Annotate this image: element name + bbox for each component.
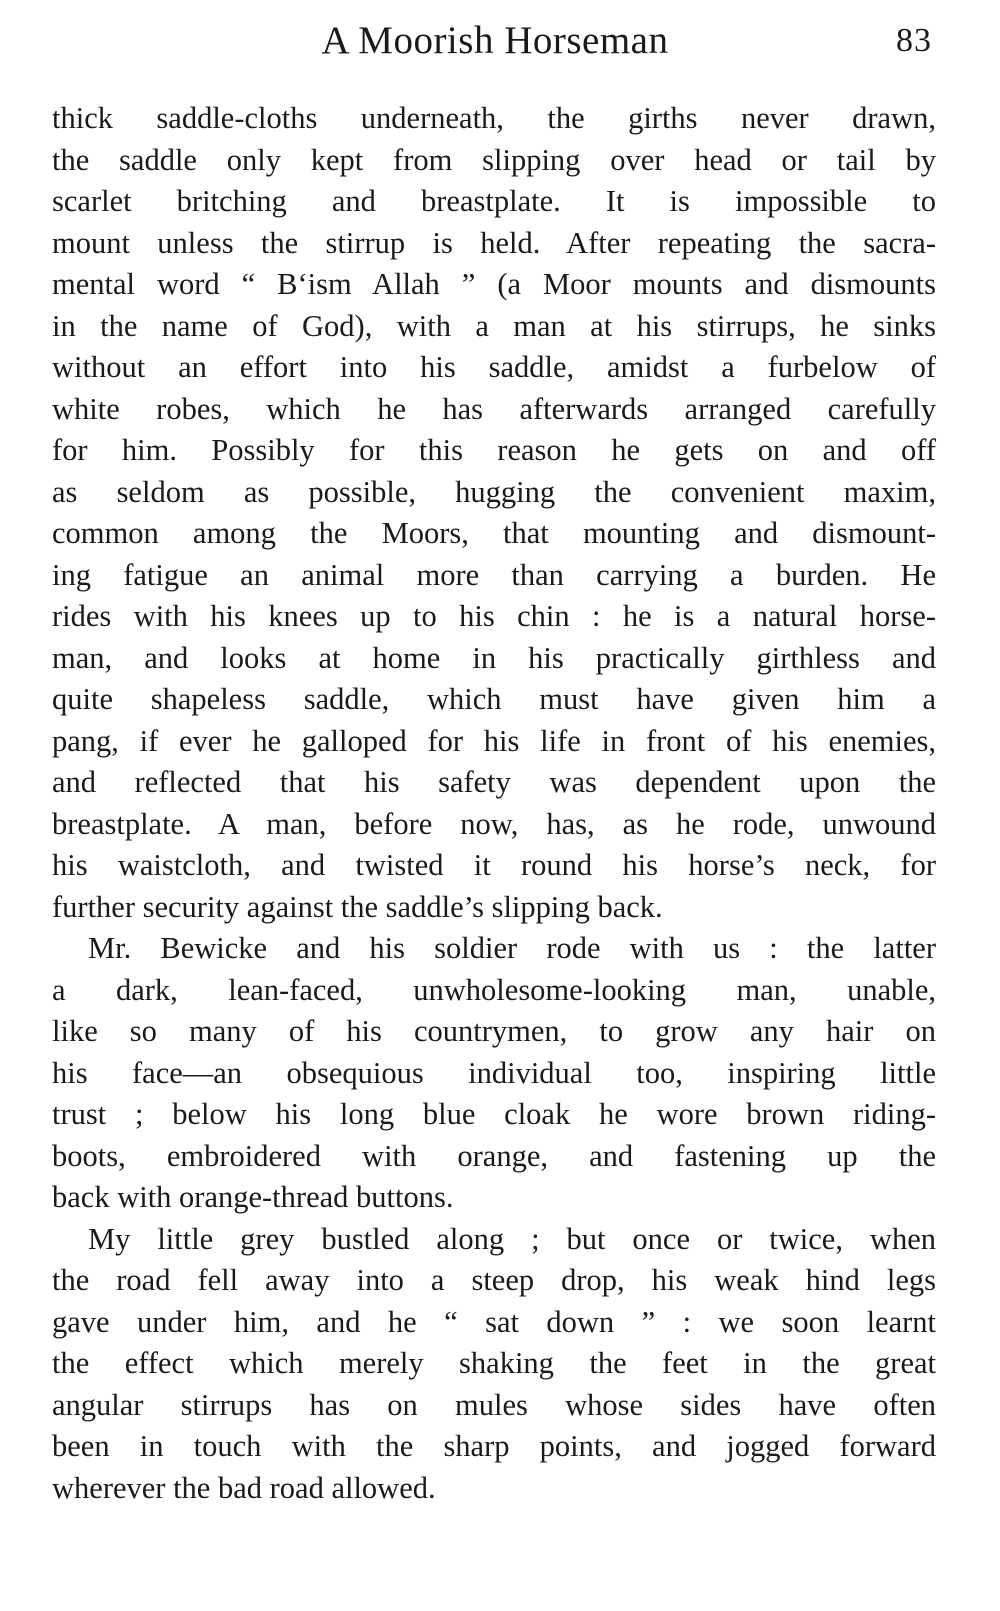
text-line: like so many of his countrymen, to grow any hair on [52, 1014, 936, 1048]
text-line: Mr. Bewicke and his soldier rode with us : the latter [88, 931, 936, 965]
text-line: scarlet britching and breastplate. It is impossible to [52, 184, 936, 218]
text-line: boots, embroidered with orange, and fastening up the [52, 1138, 936, 1173]
text-line: his waistcloth, and twisted it round his horse’s neck, for [52, 848, 936, 882]
text-line: gave under him, and he “ sat down ” : we soon learnt [52, 1304, 936, 1339]
text-line: and reflected that his safety was dependent upon the [52, 765, 936, 799]
text-line: been in touch with the sharp points, and jogged forward [52, 1429, 936, 1463]
text-line: common among the Moors, that mounting and dismount- [52, 516, 936, 550]
text-line: in the name of God), with a man at his stirrups, he sinks [52, 308, 936, 343]
page-number: 83 [896, 22, 932, 59]
text-line: mount unless the stirrup is held. After repeating the sacra- [52, 225, 936, 260]
body-text [52, 98, 936, 1509]
text-line: man, and looks at home in his practically girthless and [52, 640, 936, 675]
text-line: without an effort into his saddle, amidst a furbelow of [52, 350, 936, 384]
text-line: mental word “ B‘ism Allah ” (a Moor mounts and dismounts [52, 267, 936, 301]
text-line: the road fell away into a steep drop, his weak hind legs [52, 1263, 936, 1297]
text-line: wherever the bad road allowed. [52, 1470, 436, 1505]
text-line: pang, if ever he galloped for his life in front of his enemies, [52, 723, 936, 758]
text-line: white robes, which he has afterwards arranged carefully [52, 391, 936, 426]
text-line: quite shapeless saddle, which must have given him a [52, 682, 936, 716]
text-line: the saddle only kept from slipping over head or tail by [52, 142, 936, 177]
text-line: ing fatigue an animal more than carrying a burden. He [52, 557, 936, 592]
running-title: A Moorish Horseman [321, 19, 669, 62]
text-line: trust ; below his long blue cloak he wore brown riding- [52, 1097, 936, 1131]
text-line: back with orange-thread buttons. [52, 1180, 454, 1214]
text-line: further security against the saddle’s slipping back. [52, 889, 663, 924]
paragraph [52, 1219, 936, 1510]
text-line: breastplate. A man, before now, has, as he rode, unwound [52, 806, 936, 841]
text-line: for him. Possibly for this reason he gets on and off [52, 433, 936, 467]
text-line: rides with his knees up to his chin : he is a natural horse- [52, 599, 936, 633]
text-line: a dark, lean-faced, unwholesome-looking man, unable, [52, 972, 936, 1007]
text-line: My little grey bustled along ; but once or twice, when [88, 1221, 936, 1256]
text-line: the effect which merely shaking the feet in the great [52, 1346, 936, 1380]
text-line: angular stirrups has on mules whose sides have often [52, 1387, 936, 1422]
paragraph [52, 98, 936, 928]
text-line: as seldom as possible, hugging the convenient maxim, [52, 474, 936, 509]
text-line: thick saddle-cloths underneath, the girths never drawn, [52, 101, 936, 135]
paragraph [52, 928, 936, 1219]
text-line: his face—an obsequious individual too, inspiring little [52, 1055, 936, 1090]
